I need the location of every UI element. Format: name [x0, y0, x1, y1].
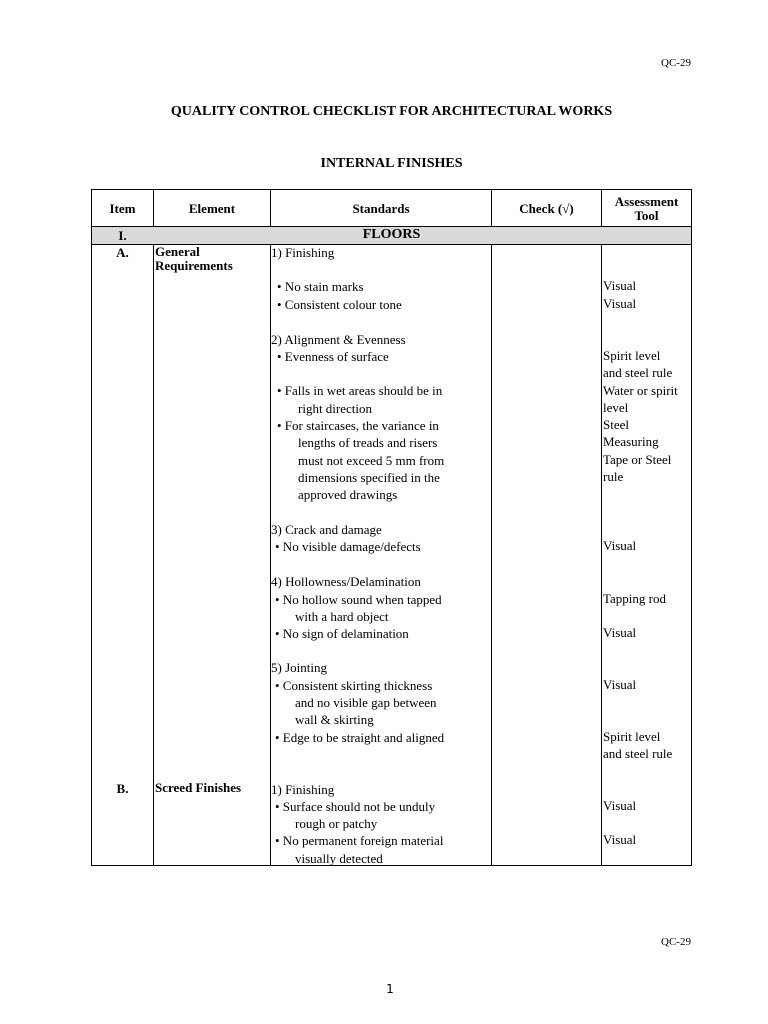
standard-line: • For staircases, the variance in — [277, 418, 439, 433]
standard-line: • Consistent skirting thickness — [275, 678, 433, 693]
standard-line: approved drawings — [298, 487, 398, 502]
tool-line: Tape or Steel — [603, 452, 672, 467]
tool-line: level — [603, 400, 629, 415]
standard-line: visually detected — [295, 851, 383, 866]
tool-line: Measuring — [603, 434, 659, 449]
tool-line: Visual — [603, 832, 637, 847]
standard-line: • No visible damage/defects — [275, 539, 421, 554]
tool-line: Visual — [603, 625, 637, 640]
row-b-item: B. — [116, 781, 129, 796]
tool-line: and steel rule — [603, 746, 673, 761]
standard-line: rough or patchy — [295, 816, 378, 831]
col-line-4b — [601, 244, 602, 866]
standard-line: 1) Finishing — [271, 245, 335, 260]
tool-line: rule — [603, 469, 624, 484]
standard-line: wall & skirting — [295, 712, 374, 727]
standard-line: lengths of treads and risers — [298, 435, 438, 450]
standard-line: 2) Alignment & Evenness — [271, 332, 406, 347]
tool-line: Visual — [603, 296, 637, 311]
standard-line: • No stain marks — [277, 279, 364, 294]
header-element: Element — [188, 201, 236, 216]
tool-line: Steel — [603, 417, 629, 432]
standard-line: • No hollow sound when tapped — [275, 592, 442, 607]
row-b-element: Screed Finishes — [155, 780, 242, 795]
header-check: Check (√) — [519, 201, 574, 216]
standard-line: 4) Hollowness/Delamination — [271, 574, 421, 589]
standard-line: • Surface should not be unduly — [275, 799, 436, 814]
col-line-0 — [91, 189, 92, 866]
standard-line: must not exceed 5 mm from — [298, 453, 445, 468]
tool-line: Spirit level — [603, 348, 661, 363]
tool-line: Visual — [603, 278, 637, 293]
standard-line: and no visible gap between — [295, 695, 437, 710]
page-title: QUALITY CONTROL CHECKLIST FOR ARCHITECTURAL WORKS — [170, 104, 613, 119]
header-item: Item — [109, 201, 136, 216]
standard-line: 5) Jointing — [271, 660, 327, 675]
standard-line: 1) Finishing — [271, 782, 335, 797]
standard-line: • No sign of delamination — [275, 626, 409, 641]
page-number: 1 — [386, 982, 394, 996]
standard-line: • Evenness of surface — [277, 349, 389, 364]
tool-line: Tapping rod — [603, 591, 666, 606]
tool-line: and steel rule — [603, 365, 673, 380]
tool-line: Water or spirit — [603, 383, 678, 398]
standard-line: 3) Crack and damage — [271, 522, 382, 537]
tool-line: Visual — [603, 798, 637, 813]
col-line-3b — [491, 244, 492, 866]
page-subtitle: INTERNAL FINISHES — [320, 156, 463, 171]
standard-line: dimensions specified in the — [298, 470, 440, 485]
header-assessment-tool-2: Tool — [634, 208, 659, 223]
doc-code-bottom: QC-29 — [661, 936, 691, 948]
col-line-5 — [691, 189, 692, 866]
standard-line: • Consistent colour tone — [277, 297, 402, 312]
section-item: I. — [118, 228, 127, 243]
header-assessment-tool: Assessment — [614, 194, 679, 209]
row-a-element-2: Requirements — [155, 258, 233, 273]
standard-line: • Edge to be straight and aligned — [275, 730, 445, 745]
standard-line: right direction — [298, 401, 373, 416]
standard-line: • Falls in wet areas should be in — [277, 383, 443, 398]
tool-line: Visual — [603, 538, 637, 553]
doc-code-top: QC-29 — [661, 57, 691, 69]
section-title: FLOORS — [362, 227, 421, 242]
row-a-element: General — [155, 244, 200, 259]
standard-line: with a hard object — [295, 609, 389, 624]
tool-line: Spirit level — [603, 729, 661, 744]
col-line-1b — [153, 244, 154, 866]
tool-line: Visual — [603, 677, 637, 692]
header-standards: Standards — [352, 201, 410, 216]
standard-line: • No permanent foreign material — [275, 833, 444, 848]
row-a-item: A. — [116, 245, 129, 260]
